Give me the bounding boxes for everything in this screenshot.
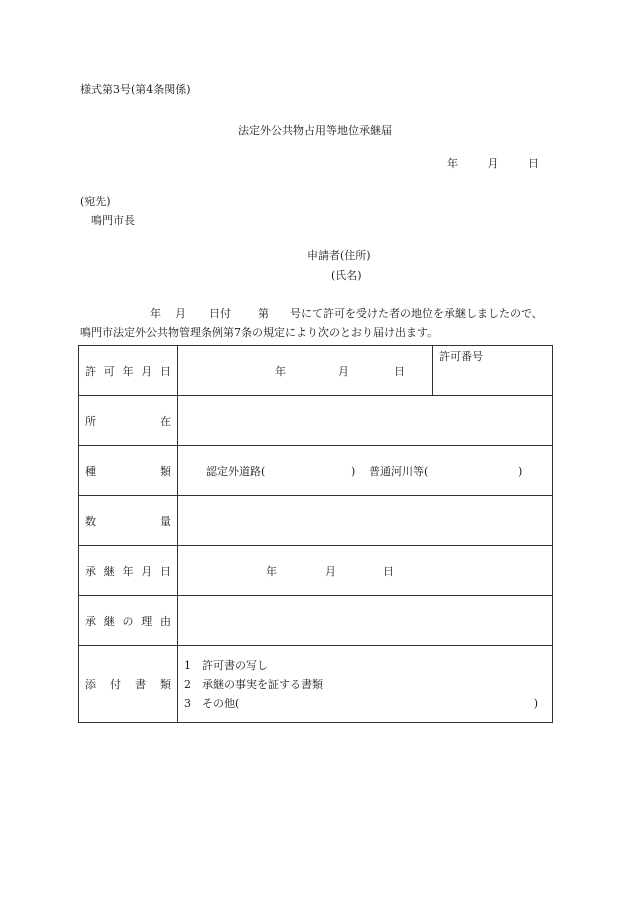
attachment-item[interactable] (184, 656, 552, 675)
body-day: 日付 (209, 307, 231, 320)
label-type (79, 446, 178, 496)
succession-month: 月 (325, 564, 336, 578)
label-char: 書 (135, 678, 146, 691)
label-char: 年 (122, 564, 134, 578)
date-year-label: 年 (447, 157, 458, 170)
road-type-label: 認定外道路( (206, 464, 266, 478)
field-succession-date[interactable] (178, 546, 553, 596)
permit-day: 日 (394, 364, 405, 378)
river-type-close: ) (518, 464, 523, 478)
addressee-name: 鳴門市長 (91, 214, 135, 227)
permit-number-label: 許可番号 (439, 350, 483, 363)
permit-year: 年 (275, 364, 286, 378)
attachment-text: その他( (202, 696, 240, 710)
label-char: 日 (160, 364, 171, 378)
label-char: 数 (85, 514, 96, 528)
document-title: 法定外公共物占用等地位承継届 (238, 124, 392, 137)
row-quantity (79, 496, 553, 546)
attachment-item[interactable] (184, 694, 552, 713)
attachment-text: 承継の事実を証する書類 (202, 677, 323, 691)
label-succession-date (79, 546, 178, 596)
label-char: 継 (103, 614, 115, 628)
body-year: 年 (150, 307, 161, 320)
body-month: 月 (175, 307, 186, 320)
label-char: 量 (160, 514, 171, 528)
attachment-item[interactable] (184, 675, 552, 694)
label-char: 承 (85, 614, 96, 628)
field-attachments (178, 646, 553, 723)
succession-year: 年 (266, 564, 277, 578)
label-char: 添 (85, 678, 96, 691)
attachment-num: 1 (184, 658, 191, 672)
label-char: 種 (85, 464, 96, 478)
applicant-name-label: (氏名) (331, 269, 362, 282)
field-location[interactable] (178, 396, 553, 446)
body-number-prefix: 第 (258, 307, 269, 320)
addressee-label: (宛先) (80, 195, 111, 208)
river-type-label: 普通河川等( (369, 464, 429, 478)
label-char: 由 (160, 614, 171, 628)
label-char: 許 (85, 364, 96, 378)
attachment-num: 3 (184, 696, 191, 710)
field-permit-date[interactable] (178, 346, 433, 396)
field-type[interactable] (178, 446, 553, 496)
attachment-text: 許可書の写し (202, 658, 268, 672)
label-quantity (79, 496, 178, 546)
label-char: 付 (110, 678, 121, 691)
succession-day: 日 (383, 564, 394, 578)
body-text-line2: 鳴門市法定外公共物管理条例第7条の規定により次のとおり届け出ます。 (80, 326, 439, 339)
label-char: 年 (122, 364, 134, 378)
form-table (78, 345, 553, 723)
label-char: 類 (160, 678, 171, 691)
field-reason[interactable] (178, 596, 553, 646)
label-char: 可 (103, 364, 115, 378)
submission-date (447, 155, 539, 171)
label-char: 理 (141, 614, 153, 628)
row-reason (79, 596, 553, 646)
label-char: 継 (103, 564, 115, 578)
date-day-label: 日 (528, 157, 539, 170)
label-char: 在 (160, 414, 171, 428)
field-permit-number[interactable] (433, 346, 553, 396)
row-succession-date (79, 546, 553, 596)
label-char: 月 (141, 364, 153, 378)
row-permit-date (79, 346, 553, 396)
row-type (79, 446, 553, 496)
label-attachments (79, 646, 178, 723)
label-char: 所 (85, 414, 96, 428)
row-attachments (79, 646, 553, 723)
road-type-close: ) (351, 464, 356, 478)
label-char: 月 (141, 564, 153, 578)
label-char: 類 (160, 464, 171, 478)
label-char: の (122, 614, 134, 628)
label-char: 日 (160, 564, 171, 578)
label-location (79, 396, 178, 446)
date-month-label: 月 (487, 157, 499, 170)
label-char: 承 (85, 564, 96, 578)
attachment-num: 2 (184, 677, 191, 691)
row-location (79, 396, 553, 446)
label-permit-date (79, 346, 178, 396)
attachment-close: ) (533, 696, 538, 710)
body-text-rest: 号にて許可を受けた者の地位を承継しましたので、 (290, 307, 543, 320)
applicant-address-label: 申請者(住所) (307, 249, 371, 262)
body-text-line1 (80, 305, 560, 321)
field-quantity[interactable] (178, 496, 553, 546)
form-number: 様式第3号(第4条関係) (80, 83, 191, 96)
permit-month: 月 (338, 364, 349, 378)
label-reason (79, 596, 178, 646)
